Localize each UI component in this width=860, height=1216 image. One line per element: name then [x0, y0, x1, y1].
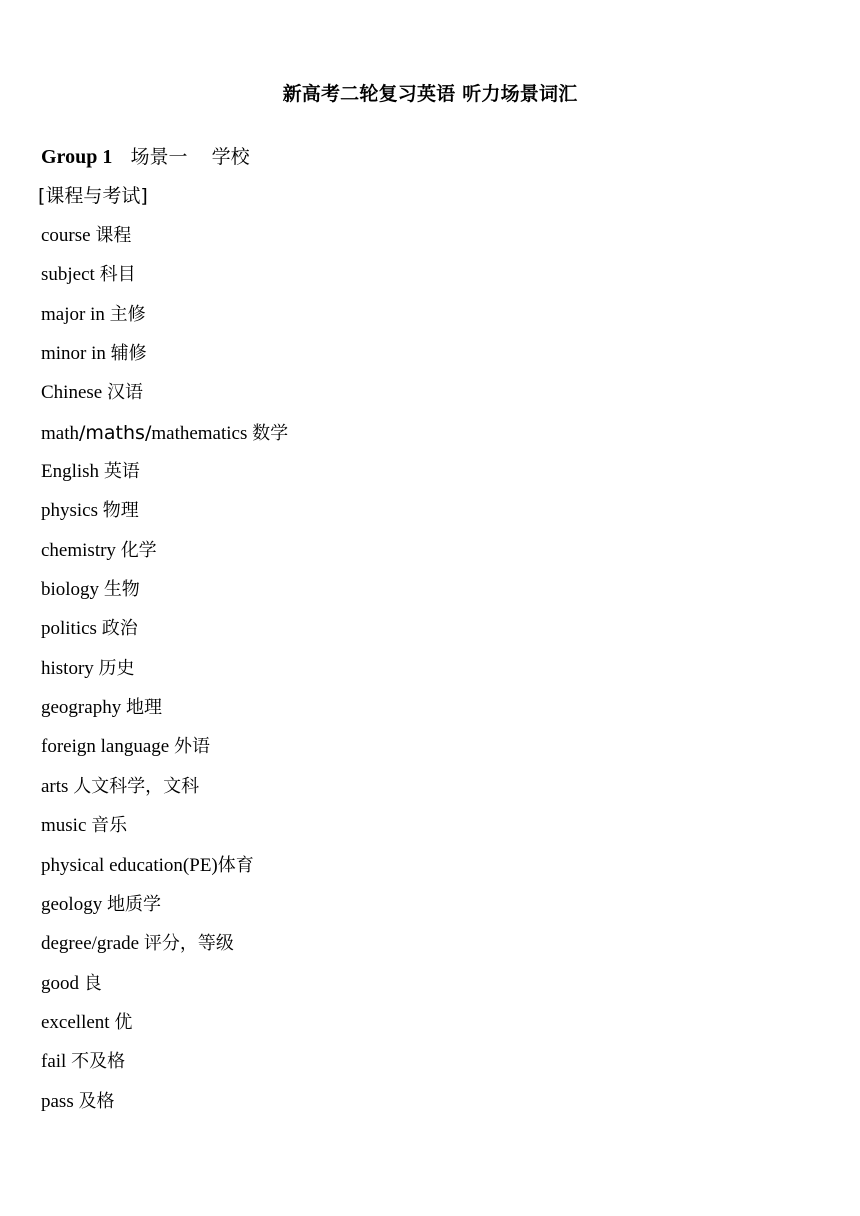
- vocab-chinese: 评分，等级: [143, 933, 234, 955]
- vocab-item: [41, 694, 288, 733]
- group-heading: [41, 143, 250, 171]
- vocab-chinese: 不及格: [71, 1051, 126, 1073]
- vocab-chinese: 政治: [101, 618, 138, 640]
- vocab-chinese: 物理: [102, 500, 139, 522]
- vocab-item: [41, 733, 288, 772]
- vocab-chinese: 主修: [109, 303, 146, 325]
- vocab-english: degree/grade: [41, 933, 144, 955]
- vocab-chinese: 优: [114, 1011, 133, 1033]
- vocab-english: geology: [41, 893, 107, 915]
- vocab-item: [41, 1088, 288, 1127]
- vocab-chinese: 汉语: [106, 382, 143, 404]
- vocab-english-alt: /maths/: [79, 421, 152, 444]
- vocab-english: minor in: [41, 343, 111, 365]
- vocab-english: math: [41, 422, 79, 444]
- vocab-list: [41, 222, 288, 1127]
- vocab-item: [41, 576, 288, 615]
- vocab-chinese: 地质学: [106, 893, 161, 915]
- vocab-chinese: 课程: [95, 225, 132, 246]
- vocab-item: [41, 615, 288, 654]
- vocab-english: course: [41, 225, 96, 246]
- vocab-chinese: 英语: [103, 461, 140, 483]
- vocab-item: [41, 891, 288, 930]
- vocab-english: history: [41, 657, 99, 679]
- vocab-item: [41, 419, 288, 458]
- vocab-english: physics: [41, 500, 103, 522]
- vocab-english: physical education(PE): [41, 854, 218, 876]
- vocab-chinese: 化学: [120, 539, 157, 561]
- vocab-english: foreign language: [41, 736, 174, 758]
- vocab-item: [41, 537, 288, 576]
- group-label: Group 1: [41, 146, 113, 168]
- vocab-item: [41, 812, 288, 851]
- group-scene: 场景一 学校: [112, 146, 250, 168]
- vocab-item: [41, 773, 288, 812]
- vocab-english: Chinese: [41, 382, 107, 404]
- vocab-chinese: 地理: [125, 697, 162, 719]
- vocab-item: [41, 655, 288, 694]
- vocab-english: excellent: [41, 1011, 115, 1033]
- vocab-english: mathematics: [151, 422, 253, 444]
- vocab-english: pass: [41, 1090, 79, 1112]
- vocab-chinese: 音乐: [91, 815, 128, 837]
- vocab-item: [41, 261, 288, 300]
- vocab-item: [41, 852, 288, 891]
- vocab-item: [41, 458, 288, 497]
- vocab-chinese: 生物: [103, 579, 140, 601]
- vocab-item: [41, 1048, 288, 1087]
- vocab-english: politics: [41, 618, 102, 640]
- vocab-item: [41, 301, 288, 340]
- vocab-item: [41, 497, 288, 536]
- vocab-chinese: 辅修: [110, 343, 147, 365]
- document-title: 新高考二轮复习英语 听力场景词汇: [282, 83, 578, 105]
- vocab-english: biology: [41, 579, 104, 601]
- vocab-english: music: [41, 815, 92, 837]
- vocab-chinese: 良: [83, 972, 102, 994]
- vocab-item: [41, 1009, 288, 1048]
- vocab-item: [41, 222, 288, 261]
- vocab-english: English: [41, 461, 104, 483]
- vocab-english: good: [41, 972, 84, 994]
- vocab-chinese: 体育: [217, 854, 254, 876]
- vocab-english: major in: [41, 303, 110, 325]
- vocab-english: chemistry: [41, 539, 121, 561]
- vocab-chinese: 外语: [173, 736, 210, 758]
- vocab-chinese: 人文科学，文科: [73, 775, 200, 797]
- vocab-item: [41, 340, 288, 379]
- vocab-chinese: 数学: [252, 422, 289, 444]
- vocab-english: geography: [41, 697, 126, 719]
- vocab-item: [41, 930, 288, 969]
- vocab-item: [41, 970, 288, 1009]
- vocab-english: arts: [41, 775, 74, 797]
- vocab-english: fail: [41, 1051, 72, 1073]
- vocab-item: [41, 379, 288, 418]
- vocab-chinese: 历史: [98, 657, 135, 679]
- vocab-chinese: 科目: [99, 264, 136, 286]
- vocab-english: subject: [41, 264, 100, 286]
- vocab-chinese: 及格: [78, 1090, 115, 1112]
- section-heading: [课程与考试]: [38, 185, 148, 207]
